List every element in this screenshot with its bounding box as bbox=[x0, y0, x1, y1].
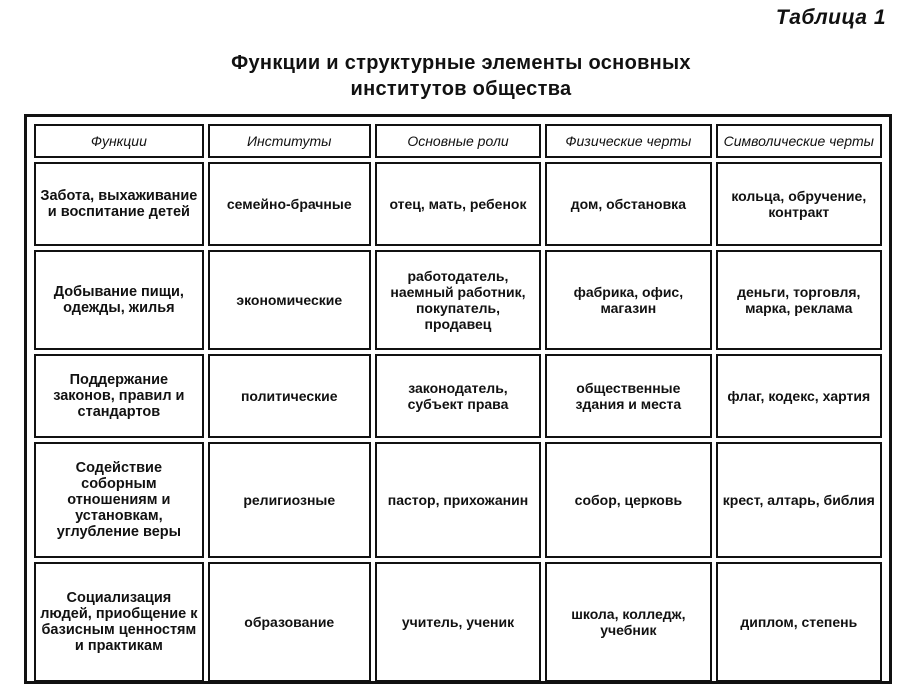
cell-roles: работодатель, наемный работник, покупатель, продавец bbox=[375, 250, 541, 350]
cell-symbolic: кольца, обручение, контракт bbox=[716, 162, 882, 246]
cell-institution: образование bbox=[208, 562, 371, 682]
cell-symbolic: деньги, торговля, марка, реклама bbox=[716, 250, 882, 350]
document-title-line-2: институтов общества bbox=[350, 78, 572, 100]
cell-roles: учитель, ученик bbox=[375, 562, 541, 682]
institutions-table-frame bbox=[24, 114, 892, 684]
cell-roles: законодатель, субъект права bbox=[375, 354, 541, 438]
cell-physical: школа, колледж, учебник bbox=[545, 562, 711, 682]
header-institutions: Институты bbox=[208, 124, 371, 158]
cell-institution: религиозные bbox=[208, 442, 371, 558]
institutions-table bbox=[30, 120, 886, 686]
cell-institution: семейно-брачные bbox=[208, 162, 371, 246]
header-physical-traits: Физические черты bbox=[545, 124, 711, 158]
cell-physical: общественные здания и места bbox=[545, 354, 711, 438]
cell-function: Забота, выхаживание и воспитание детей bbox=[34, 162, 204, 246]
cell-symbolic: диплом, степень bbox=[716, 562, 882, 682]
header-symbolic-traits: Символические черты bbox=[716, 124, 882, 158]
table-row bbox=[34, 442, 882, 558]
table-row bbox=[34, 562, 882, 682]
cell-function: Содействие соборным отношениям и установкам, углубление веры bbox=[34, 442, 204, 558]
cell-physical: фабрика, офис, магазин bbox=[545, 250, 711, 350]
header-main-roles: Основные роли bbox=[375, 124, 541, 158]
cell-function: Поддержание законов, правил и стандартов bbox=[34, 354, 204, 438]
table-row bbox=[34, 250, 882, 350]
document-title bbox=[0, 50, 922, 102]
table-header-row bbox=[34, 124, 882, 158]
cell-symbolic: флаг, кодекс, хартия bbox=[716, 354, 882, 438]
cell-institution: политические bbox=[208, 354, 371, 438]
cell-function: Социализация людей, приобщение к базисным ценностям и практикам bbox=[34, 562, 204, 682]
cell-physical: собор, церковь bbox=[545, 442, 711, 558]
cell-institution: экономические bbox=[208, 250, 371, 350]
table-row bbox=[34, 162, 882, 246]
document-title-line-1: Функции и структурные элементы основных bbox=[231, 52, 691, 74]
table-number-label: Таблица 1 bbox=[775, 6, 886, 29]
table-row bbox=[34, 354, 882, 438]
cell-roles: пастор, прихожанин bbox=[375, 442, 541, 558]
cell-physical: дом, обстановка bbox=[545, 162, 711, 246]
header-functions: Функции bbox=[34, 124, 204, 158]
cell-roles: отец, мать, ребенок bbox=[375, 162, 541, 246]
cell-function: Добывание пищи, одежды, жилья bbox=[34, 250, 204, 350]
cell-symbolic: крест, алтарь, библия bbox=[716, 442, 882, 558]
